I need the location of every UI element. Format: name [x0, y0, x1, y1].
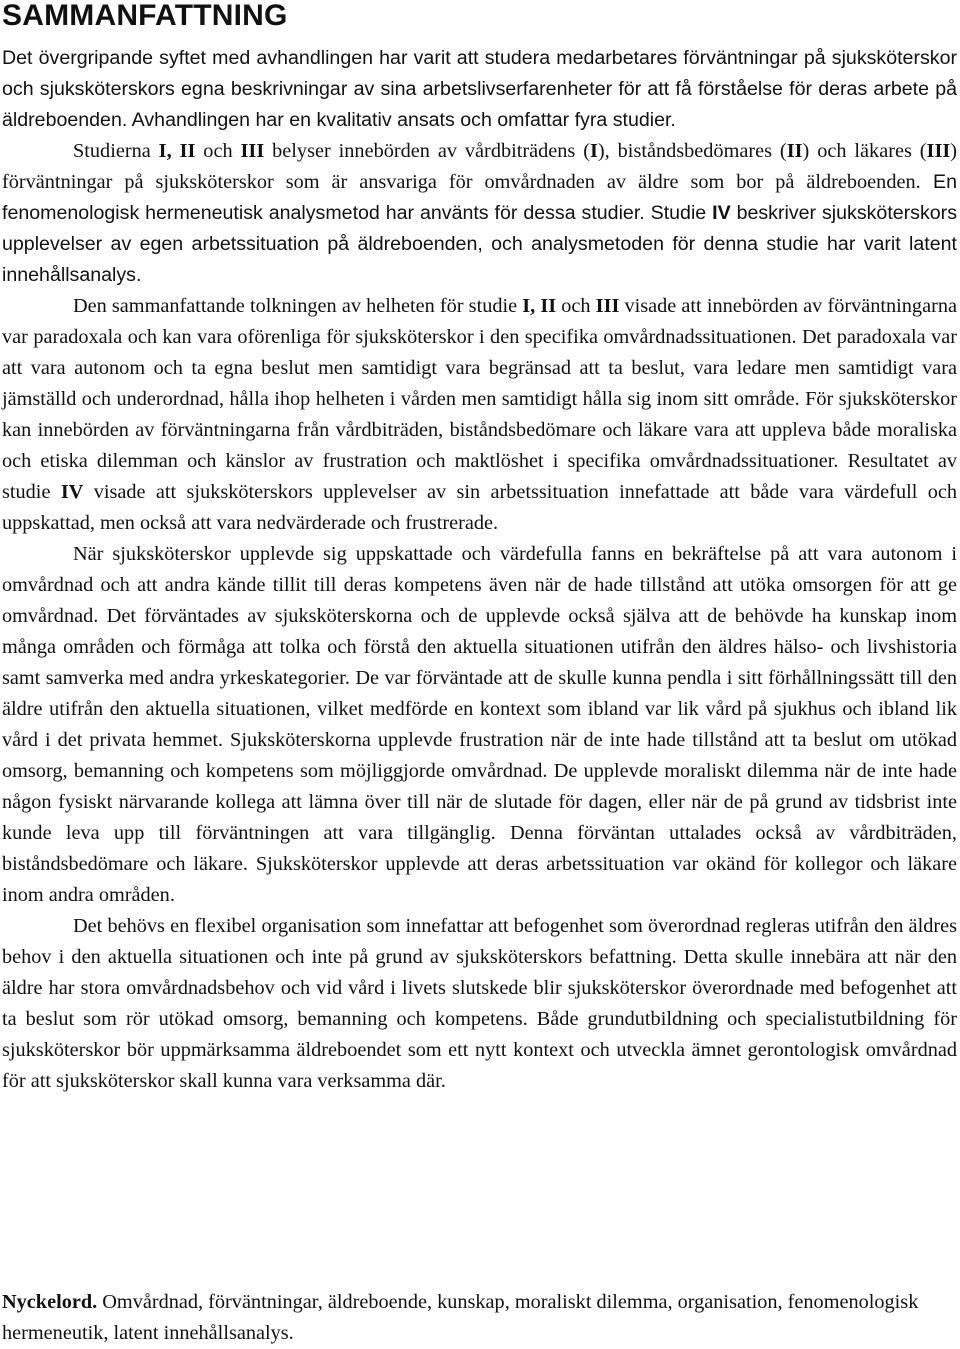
paragraph-conclusion: Det behövs en flexibel organisation som innefattar att befogenhet som överordnad regleras utifrån den äldres behov i den aktuella situationen och inte på grund av sjuksköterskors befattning. Detta skulle innebära att när den äldre har stora omvårdnadsbehov och vid vård i livets slutskede blir sjuksköterskor överordnade med befogenhet att ta beslut som rör utökad omsorg, bemanning och kompetens. Både grundutbildning och specialistutbildning för sjuksköterskor bör uppmärksamma äldreboendet som ett nytt kontext och utveckla ämnet gerontologisk omvårdnad för att sjuksköterskor skall kunna vara verksamma där.	[2, 915, 957, 1092]
keywords-list: Omvårdnad, förväntningar, äldreboende, kunskap, moraliskt dilemma, organisation, fenomenologisk hermeneutik, latent innehållsanalys.	[2, 1291, 919, 1344]
study-ref: III	[926, 140, 951, 162]
text-segment: ) och läkares (	[802, 140, 927, 162]
text-segment: visade att innebörden av förväntningarna var paradoxala och kan vara oförenliga för sjuksköterskor i den specifika omvårdnadssituationen. Det paradoxala var att vara autonom och ta egna beslut men samtidigt vara begränsad att ta beslut, vara ledare men samtidigt vara jämställd och underordnad, hålla ihop helheten i vården men samtidigt hålla sig inom sitt område. För sjuksköterskor kan innebörden av förväntningarna från vårdbiträden, biståndsbedömare och läkare vara att uppleva både moraliska och etiska dilemman och känslor av frustration och maktlöshet i specifika omvårdnadssituationer. Resultatet av studie	[2, 295, 957, 503]
text-segment: belyser innebörden av vårdbiträdens (	[264, 140, 590, 162]
abstract-body	[2, 43, 957, 1097]
paragraph-aim	[2, 43, 957, 136]
paragraph-studies	[2, 136, 957, 291]
paragraph-results	[2, 291, 957, 539]
aim-text-sans: Det övergripande syftet med avhandlingen har varit att studera medarbetares förväntningar på sjuksköterskor och sjuksköterskors egna beskrivningar av sina arbetslivserfarenheter för att få förståelse för deras arbete på äldreboenden.	[2, 47, 957, 131]
text-segment: Den sammanfattande tolkningen av helheten för studie	[73, 295, 523, 317]
method-text-sans: beskriver sjuksköterskors upplevelser av egen arbetssituation på äldreboenden, och analysmetoden för denna studie har varit latent innehållsanalys.	[2, 202, 957, 286]
text-segment: och	[195, 140, 241, 162]
study-ref: I, II	[158, 140, 196, 162]
study-ref: III	[595, 295, 620, 317]
approach-text: Avhandlingen har en kvalitativ ansats och omfattar fyra studier.	[127, 109, 676, 131]
text-segment: Studierna	[73, 140, 159, 162]
page-title: SAMMANFATTNING	[2, 0, 288, 32]
study-ref: IV	[712, 202, 731, 224]
keywords	[2, 1287, 957, 1349]
text-segment: och	[556, 295, 596, 317]
text-segment: ) förväntningar på sjuksköterskor som är ansvariga för omvårdnaden av äldre som bor på äldreboenden.	[2, 140, 957, 193]
text-segment: ), biståndsbedömares (	[597, 140, 787, 162]
keywords-label: Nyckelord.	[2, 1291, 98, 1313]
study-ref: III	[240, 140, 265, 162]
study-ref: I	[590, 140, 598, 162]
paragraph-findings: När sjuksköterskor upplevde sig uppskattade och värdefulla fanns en bekräftelse på att vara autonom i omvårdnad och att andra kände tillit till deras kompetens även när de hade tillstånd att utöka omsorgen för att ge omvårdnad. Det förväntades av sjuksköterskorna och de upplevde också själva att de behövde ha kunskap inom många områden och förmåga att tolka och förstå den aktuella situationen utifrån den äldres hälso- och livshistoria samt samverka med andra yrkeskategorier. De var förväntade att de skulle kunna pendla i sitt förhållningssätt till den äldre utifrån den aktuella situationen, vilket medförde en kontext som ibland var lik vård på sjukhus och ibland lik vård i det privata hemmet. Sjuksköterskorna upplevde frustration när de inte hade tillstånd att ta beslut om utökad omsorg, bemanning och kompetens som möjliggjorde omvårdnad. De upplevde moraliskt dilemma när de inte hade någon fysiskt närvarande kollega att lämna över till när de slutade för dagen, eller när de på grund av tidsbrist inte kunde leva upp till förväntningen att vara tillgänglig. Denna förväntan uttalades också av vårdbiträden, biståndsbedömare och läkare. Sjuksköterskor upplevde att deras arbetssituation var okänd för kollegor och läkare inom andra områden.	[2, 543, 957, 906]
text-segment: visade att sjuksköterskors upplevelser av sin arbetssituation innefattade att både vara värdefull och uppskattad, men också att vara nedvärderade och frustrerade.	[2, 481, 957, 534]
study-ref: IV	[60, 481, 84, 503]
study-ref: I, II	[522, 295, 557, 317]
study-ref: II	[786, 140, 803, 162]
method-text-sans: En fenomenologisk hermeneutisk analysmetod har använts för dessa studier. Studie	[2, 171, 957, 224]
